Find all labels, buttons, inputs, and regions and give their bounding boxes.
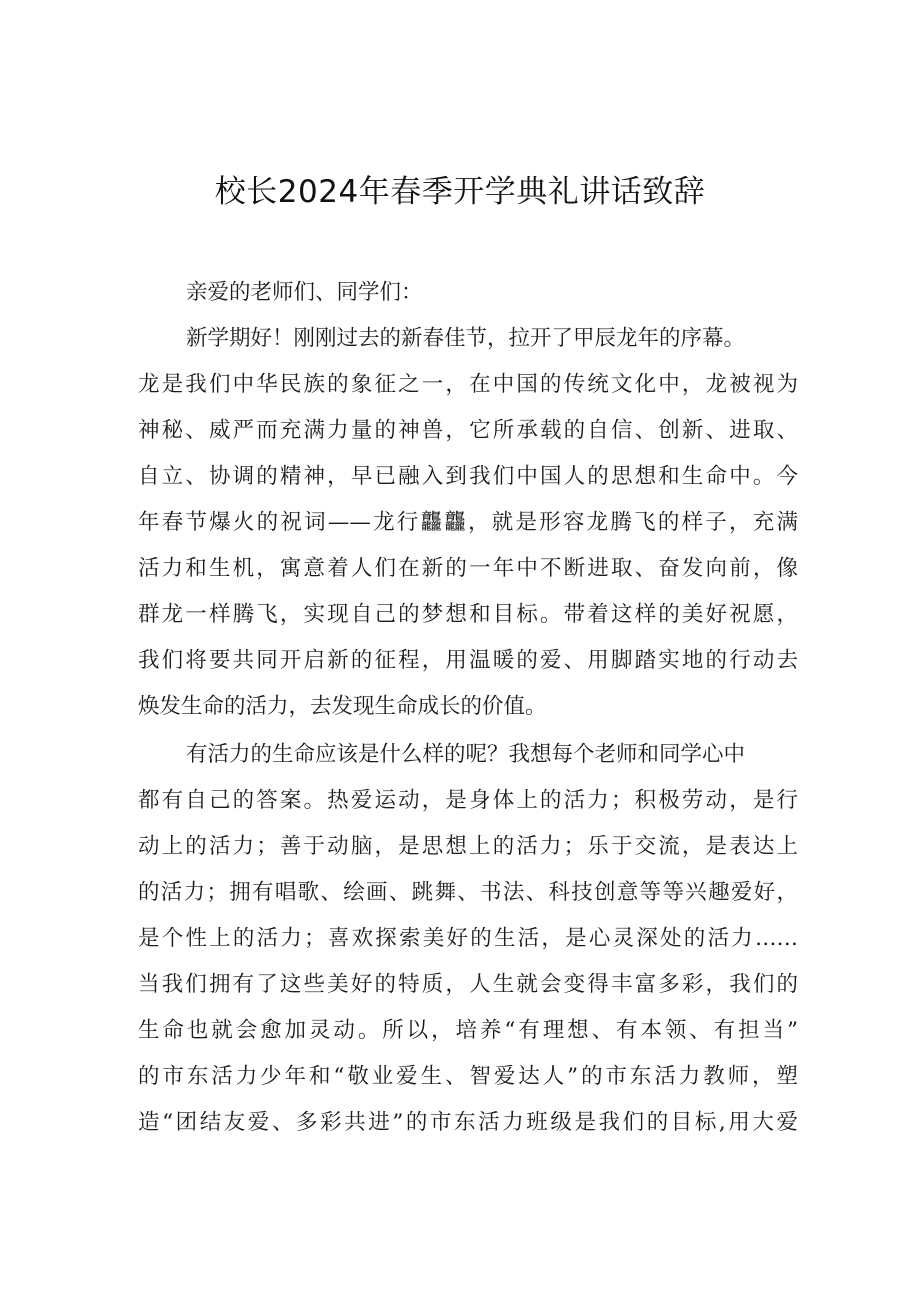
document-body	[138, 270, 798, 1146]
paragraph-line: 神秘、威严而充满力量的神兽，它所承载的自信、创新、进取、	[138, 418, 798, 443]
document-title: 校长2024年春季开学典礼讲话致辞	[214, 174, 706, 210]
paragraph-line: 自立、协调的精神，早已融入到我们中国人的思想和生命中。今	[138, 464, 798, 489]
paragraph-line: 的活力；拥有唱歌、绘画、跳舞、书法、科技创意等等兴趣爱好，	[138, 880, 798, 905]
paragraph-1	[138, 316, 798, 730]
paragraph-line: 造“团结友爱、多彩共进”的市东活力班级是我们的目标,用大爱	[138, 1110, 798, 1135]
paragraph-line: 群龙一样腾飞，实现自己的梦想和目标。带着这样的美好祝愿，	[138, 602, 798, 627]
paragraph-line: 有活力的生命应该是什么样的呢？我想每个老师和同学心中	[186, 742, 746, 767]
paragraph-line: 动上的活力；善于动脑，是思想上的活力；乐于交流，是表达上	[138, 834, 798, 859]
paragraph-line: 我们将要共同开启新的征程，用温暖的爱、用脚踏实地的行动去	[138, 648, 798, 673]
paragraph-line: 活力和生机，寓意着人们在新的一年中不断进取、奋发向前，像	[138, 556, 798, 581]
paragraph-2	[138, 732, 798, 1146]
paragraph-line: 焕发生命的活力，去发现生命成长的价值。	[138, 694, 547, 719]
paragraph-line: 龙是我们中华民族的象征之一，在中国的传统文化中，龙被视为	[138, 372, 798, 397]
salutation: 亲爱的老师们、同学们：	[186, 280, 423, 305]
paragraph-line: 年春节爆火的祝词——龙行龘龘，就是形容龙腾飞的样子，充满	[138, 510, 798, 535]
paragraph-line: 的市东活力少年和“敬业爱生、智爱达人”的市东活力教师，塑	[138, 1064, 798, 1089]
paragraph-line: 生命也就会愈加灵动。所以，培养“有理想、有本领、有担当”	[138, 1018, 798, 1043]
paragraph-line: 新学期好！刚刚过去的新春佳节，拉开了甲辰龙年的序幕。	[186, 326, 746, 351]
paragraph-line: 当我们拥有了这些美好的特质，人生就会变得丰富多彩，我们的	[138, 972, 798, 997]
paragraph-line: 都有自己的答案。热爱运动，是身体上的活力；积极劳动，是行	[138, 788, 798, 813]
paragraph-line: 是个性上的活力；喜欢探索美好的生活，是心灵深处的活力……	[138, 926, 798, 951]
